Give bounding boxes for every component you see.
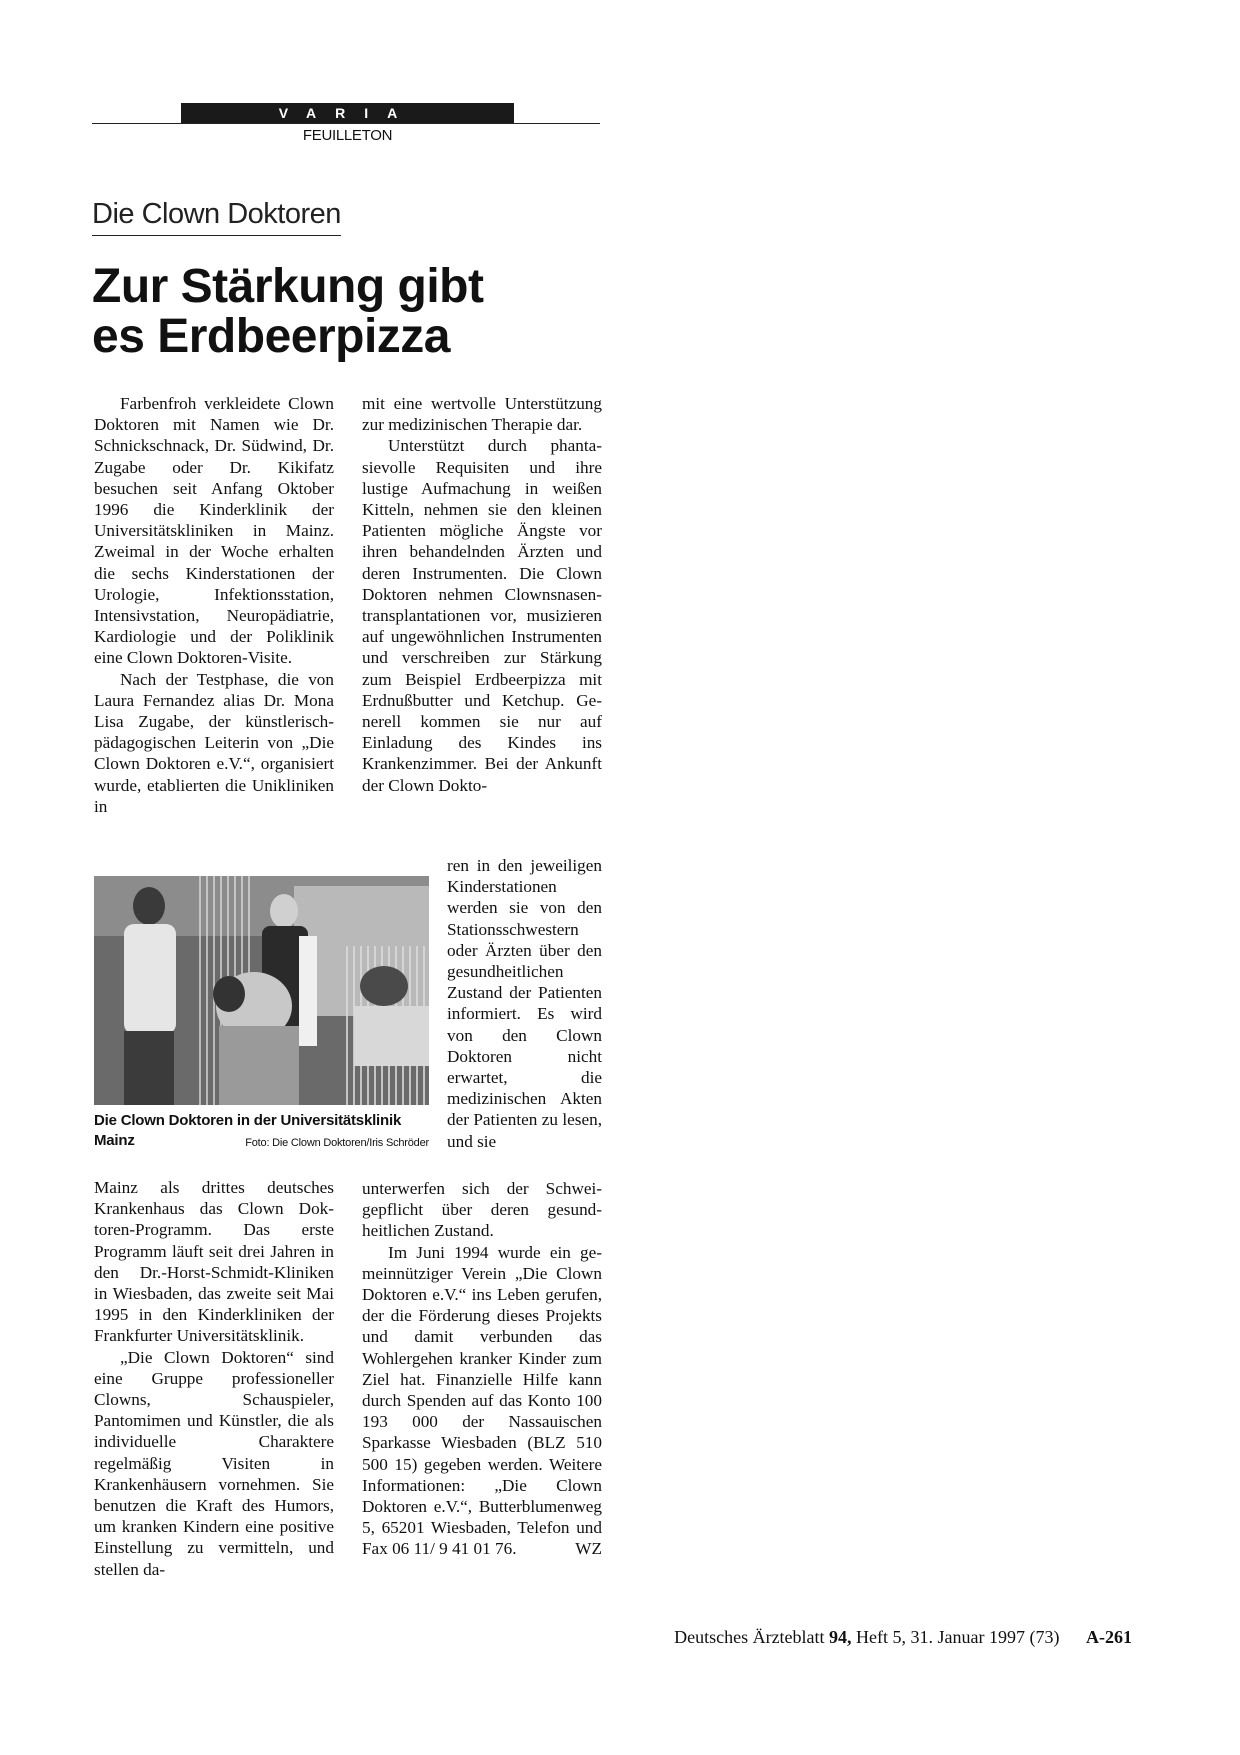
article-headline — [92, 262, 612, 362]
article-kicker: Die Clown Doktoren — [92, 198, 341, 236]
paragraph: Mainz als drittes deutsches Krankenhaus das Clown Doktoren-Programm. Das erste Programm läuft seit drei Jahren in den Dr.-Horst-Schmidt-Kliniken in Wiesbaden, das zweite seit Mai 1995 in den Kinderkliniken der Frankfurter Universitätsklinik. — [94, 1178, 334, 1346]
headline-line-2: es Erdbeerpizza — [92, 310, 450, 363]
caption-text: Die Clown Doktoren in der Universitätsklinik Mainz — [94, 1112, 402, 1149]
paragraph: unterwerfen sich der Schweigepflicht über deren gesundheitlichen Zustand. — [362, 1179, 602, 1241]
paragraph: Nach der Testphase, die von Laura Fernandez alias Dr. Mona Lisa Zugabe, der künstlerisch-pädagogischen Leiterin von „Die Clown Doktoren e.V.“, organisiert wurde, etablierten die Unikliniken in — [94, 669, 334, 816]
journal-volume: 94, — [829, 1627, 852, 1647]
column-1-top — [94, 393, 334, 817]
author-initials: WZ — [575, 1539, 602, 1559]
department-bar: VARIA — [181, 103, 514, 123]
paragraph: ren in den jeweiligen Kinderstationen werden sie von den Stationsschwestern oder Ärzten über den gesundheitlichen Zustand der Patienten informiert. Es wird von den Clown Doktoren nicht erwartet, die medizinischen Akten der Patienten zu lesen, und sie — [447, 856, 602, 1151]
page-number: A-261 — [1086, 1627, 1132, 1647]
journal-name: Deutsches Ärzteblatt — [674, 1627, 825, 1647]
photo-credit: Foto: Die Clown Doktoren/Iris Schröder — [245, 1137, 429, 1149]
page-footer — [674, 1627, 1132, 1648]
photo-caption — [94, 1111, 429, 1153]
article-photo — [94, 876, 429, 1105]
section-label: FEUILLETON — [302, 127, 393, 144]
photo-illustration — [94, 876, 429, 1105]
header-rule — [92, 123, 600, 124]
paragraph — [362, 1242, 602, 1560]
paragraph: mit eine wertvolle Unterstützung zur medizinischen Therapie dar. — [362, 394, 602, 435]
paragraph: Unterstützt durch phantasievolle Requisiten und ihre lustige Aufmachung in weißen Kitteln, nehmen sie den kleinen Patienten mögliche Ängste vor ihren behandelnden Ärzten und deren Instrumenten. Die Clown Doktoren nehmen Clownsnasentransplantationen vor, musizieren auf ungewöhnlichen Instrumenten und verschreiben zur Stärkung zum Beispiel Erdbeerpizza mit Erdnußbutter und Ketchup. Generell kommen sie nur auf Einladung des Kindes ins Krankenzimmer. Bei der Ankunft der Clown Dokto- — [362, 436, 602, 795]
column-1-bottom — [94, 1177, 334, 1580]
paragraph: Farbenfroh verkleidete Clown Doktoren mit Namen wie Dr. Schnickschnack, Dr. Südwind, Dr. Zugabe oder Dr. Kikifatz besuchen seit Anfang Oktober 1996 die Kinderklinik der Universitätskliniken in Mainz. Zweimal in der Woche erhalten die sechs Kinderstationen der Urologie, Infektionsstation, Intensivstation, Neuropädiatrie, Kardiologie und der Poliklinik eine Clown Doktoren-Visite. — [94, 394, 334, 668]
journal-issue: Heft 5, 31. Januar 1997 (73) — [856, 1627, 1060, 1647]
column-2-bottom — [362, 1178, 602, 1560]
headline-line-1: Zur Stärkung gibt — [92, 260, 484, 313]
paragraph: „Die Clown Doktoren“ sind eine Gruppe professioneller Clowns, Schauspieler, Pantomimen und Künstler, die als individuelle Charaktere regelmäßig Visiten in Krankenhäusern vornehmen. Sie benutzen die Kraft des Humors, um kranken Kindern eine positive Einstellung zu vermitteln, und stellen da- — [94, 1347, 334, 1579]
column-2-beside-photo — [447, 855, 602, 1152]
paragraph-text: Im Juni 1994 wurde ein gemeinnütziger Verein „Die Clown Doktoren e.V.“ ins Leben gerufen, der die Förderung dieses Projekts und damit verbunden das Wohlergehen kranker Kinder zum Ziel hat. Finanzielle Hilfe kann durch Spenden auf das Konto 100 193 000 der Nassauischen Sparkasse Wiesbaden (BLZ 510 500 15) gegeben werden. Weitere Informationen: „Die Clown Doktoren e.V.“, Butterblumenweg 5, 65201 Wiesbaden, Telefon und Fax 06 11/ 9 41 01 76. — [362, 1242, 602, 1559]
column-2-top — [362, 393, 602, 796]
